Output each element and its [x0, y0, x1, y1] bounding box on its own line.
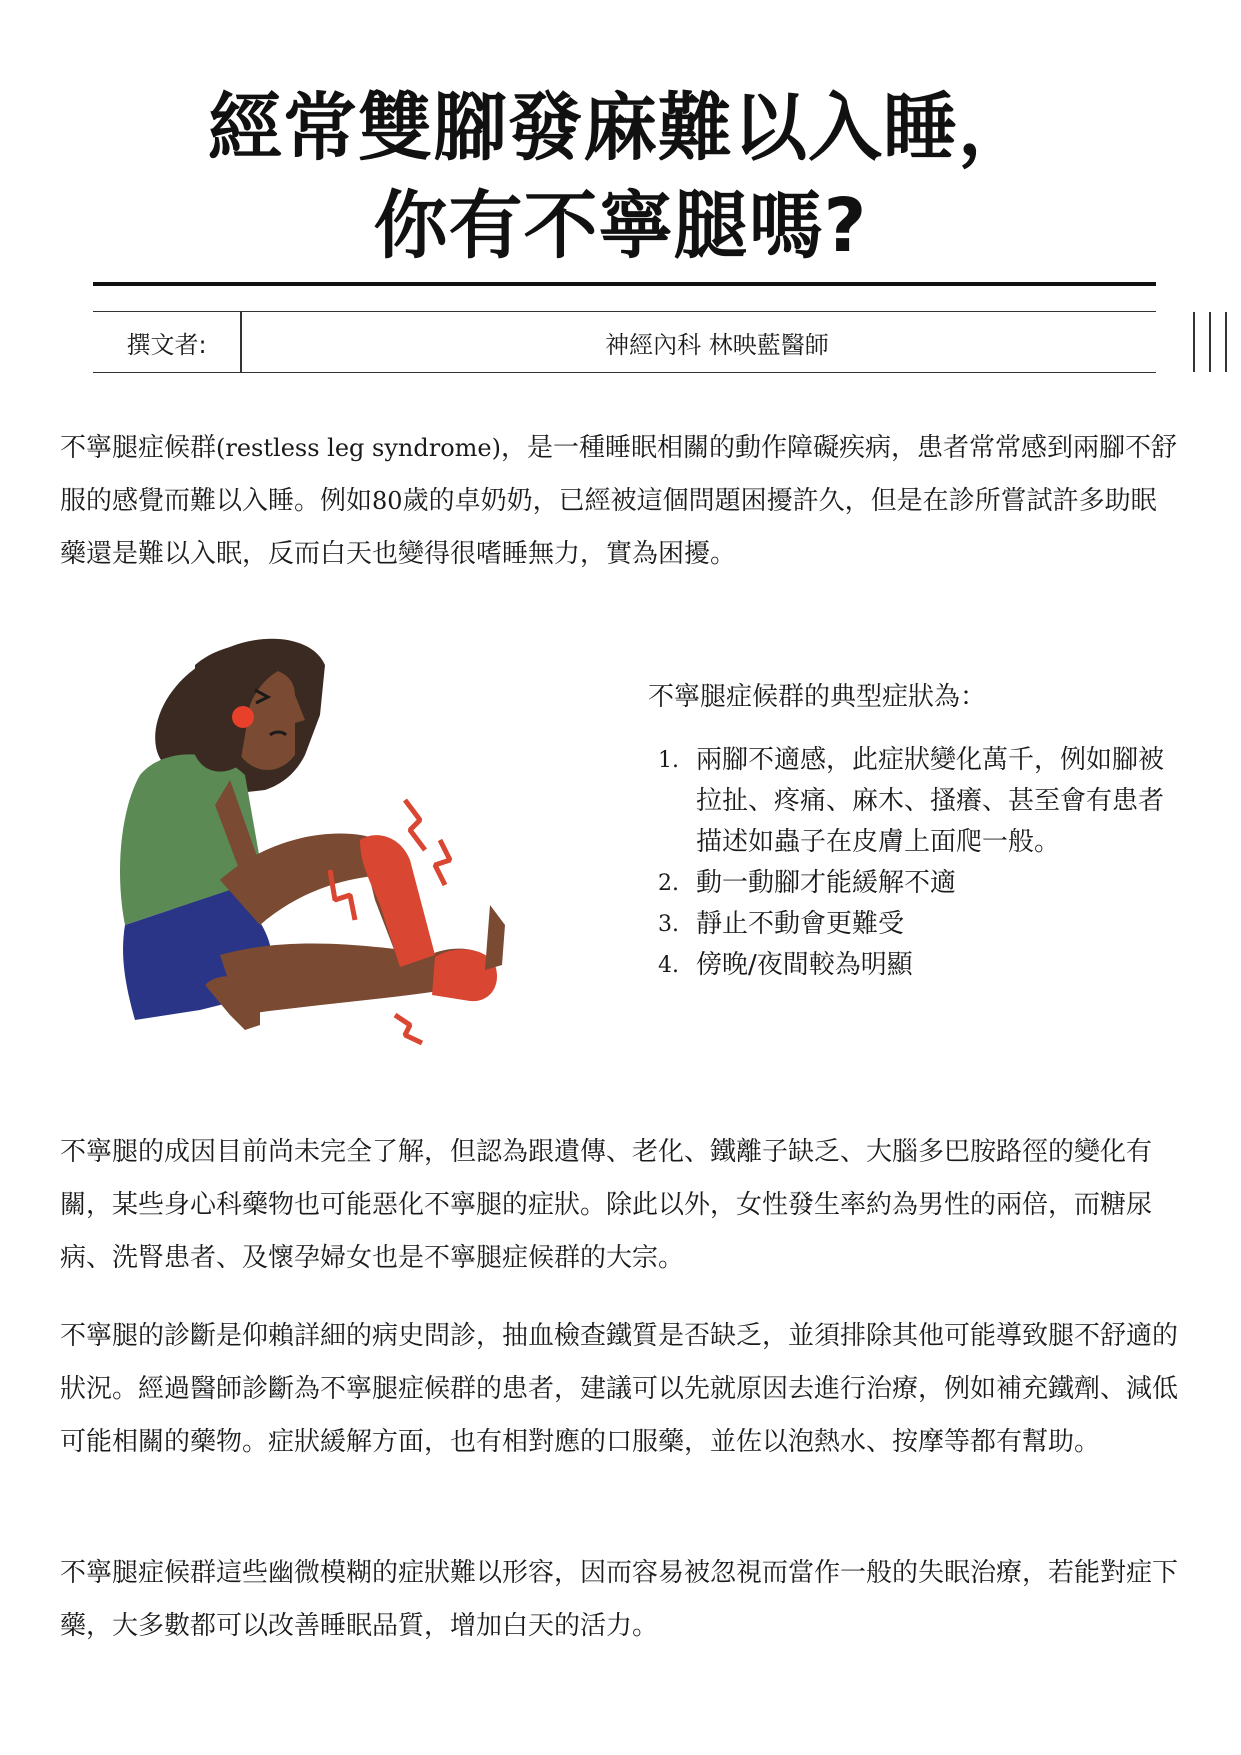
list-text: 靜止不動會更難受 — [696, 909, 905, 939]
intro-text: ，是一種睡眠相關的動作障礙疾病，患者常常感到兩腳不舒服的感覺而難以入睡。例如 — [60, 433, 1177, 516]
list-item — [648, 904, 1188, 945]
symptoms-list — [648, 740, 1188, 986]
list-item — [648, 863, 1188, 904]
intro-paragraph — [60, 422, 1181, 581]
list-text: 傍晚/夜間較為明顯 — [696, 950, 913, 980]
conclusion-paragraph: 不寧腿症候群這些幽微模糊的症狀難以形容，因而容易被忽視而當作一般的失眠治療，若能對症下藥，大多數都可以改善睡眠品質，增加白天的活力。 — [60, 1558, 1179, 1641]
page-title-line-1: 經常雙腳發麻難以入睡， — [208, 85, 1033, 171]
symptoms-title: 不寧腿症候群的典型症狀為： — [648, 682, 987, 712]
list-item — [648, 945, 1188, 986]
pain-zigzag — [395, 1015, 422, 1043]
list-number: 3. — [658, 912, 679, 937]
diagnosis-paragraph: 不寧腿的診斷是仰賴詳細的病史問診，抽血檢查鐵質是否缺乏，並須排除其他可能導致腿不舒適的狀況。經過醫師診斷為不寧腿症候群的患者，建議可以先就原因去進行治療，例如補充鐵劑、減低可能相關的藥物。症狀緩解方面，也有相對應的口服藥，並佐以泡熱水、按摩等都有幫助。 — [60, 1321, 1179, 1457]
byline-divider — [1209, 312, 1211, 372]
list-item — [648, 740, 1188, 863]
leg-pain-illustration — [110, 625, 580, 1095]
intro-text: 不寧腿症候群 — [60, 433, 217, 463]
title-divider — [93, 282, 1156, 286]
list-text: 動一動腳才能緩解不適 — [696, 868, 957, 898]
intro-text: 歲的卓奶奶，已經被這個問題困擾許久，但是在診所嘗試許多助眠藥還是難以入眠，反而白天也變得很嗜睡無力，實為困擾。 — [60, 486, 1157, 569]
cheek — [232, 706, 254, 728]
causes-paragraph: 不寧腿的成因目前尚未完全了解，但認為跟遺傳、老化、鐵離子缺乏、大腦多巴胺路徑的變化有關，某些身心科藥物也可能惡化不寧腿的症狀。除此以外，女性發生率約為男性的兩倍，而糖尿病、洗腎患者、及懷孕婦女也是不寧腿症候群的大宗。 — [60, 1137, 1153, 1273]
pain-zigzag — [435, 840, 450, 885]
byline-table — [93, 311, 1156, 373]
pain-zigzag — [405, 800, 425, 850]
byline-divider — [1225, 312, 1227, 372]
byline-divider — [1193, 312, 1195, 372]
intro-age: 80 — [372, 487, 403, 515]
list-text: 兩腳不適感，此症狀變化萬千，例如腳被拉扯、疼痛、麻木、搔癢、甚至會有患者描述如蟲子在皮膚上面爬一般。 — [696, 745, 1165, 857]
byline-label: 撰文者: — [126, 330, 207, 359]
byline-author: 神經內科 林映藍醫師 — [605, 330, 829, 359]
list-number: 4. — [658, 953, 679, 978]
list-number: 1. — [658, 748, 679, 773]
intro-english-term: (restless leg syndrome) — [216, 434, 501, 462]
list-number: 2. — [658, 871, 679, 896]
toes — [485, 905, 505, 970]
page-title-line-2: 你有不寧腿嗎? — [373, 183, 868, 269]
